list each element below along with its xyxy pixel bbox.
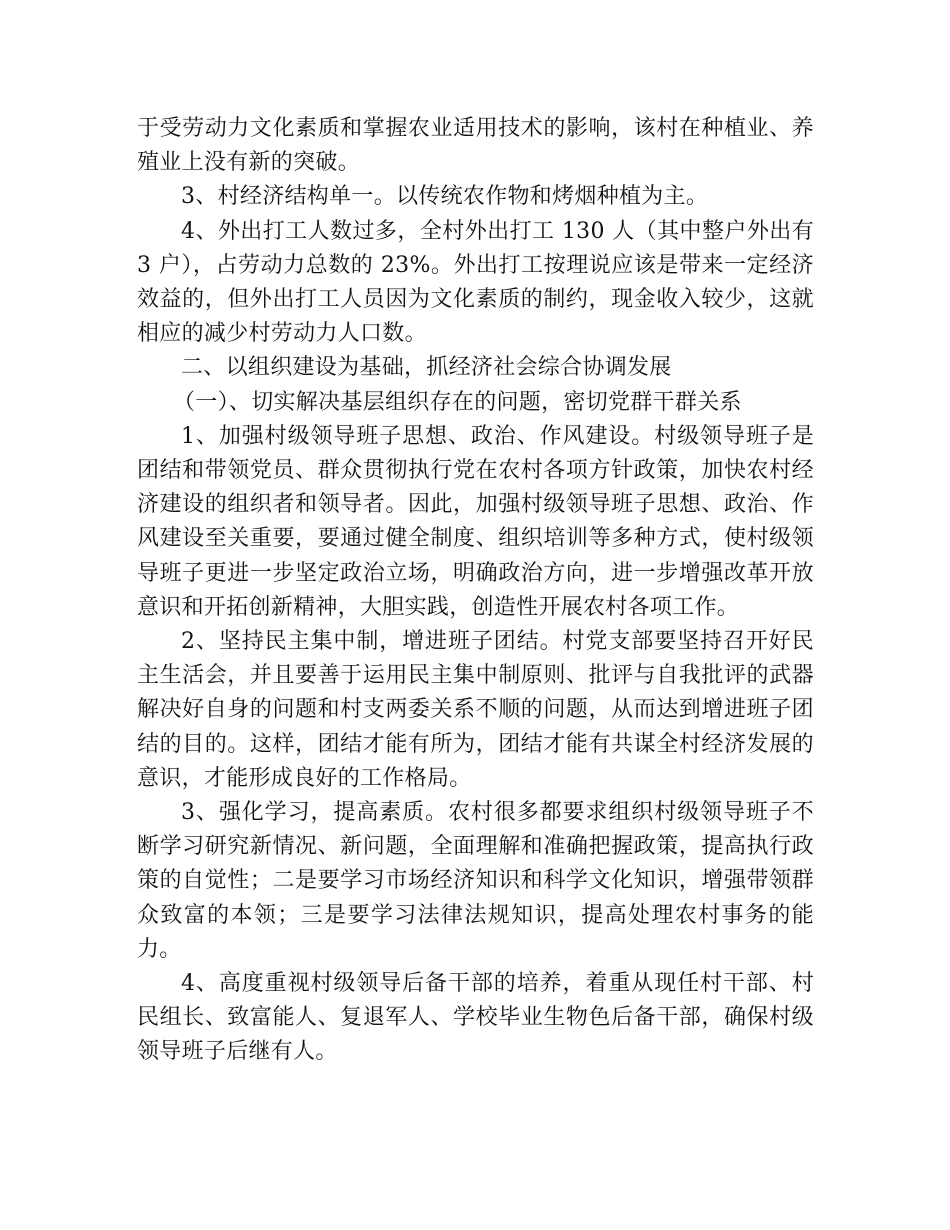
paragraph-migrant-workers: 4、外出打工人数过多，全村外出打工 130 人（其中整户外出有 3 户），占劳动力总数的 23%。外出打工按理说应该是带来一定经济效益的，但外出打工人员因为文化素质的制约，现金收入较少，这就相应的减少村劳动力人口数。 (137, 218, 814, 347)
paragraph-leadership-building: 1、加强村级领导班子思想、政治、作风建设。村级领导班子是团结和带领党员、群众贯彻执行党在农村各项方针政策，加快农村经济建设的组织者和领导者。因此，加强村级领导班子思想、政治、作风建设至关重要，要通过健全制度、组织培训等多种方式，使村级领导班子更进一步坚定政治立场，明确政治方向，进一步增强改革开放意识和开拓创新精神，大胆实践，创造性开展农村各项工作。 (137, 423, 814, 620)
paragraph-strengthen-learning: 3、强化学习，提高素质。农村很多都要求组织村级领导班子不断学习研究新情况、新问题，全面理解和准确把握政策，提高执行政策的自觉性；二是要学习市场经济知识和科学文化知识，增强带领群众致富的本领；三是要学习法律法规知识，提高处理农村事务的能力。 (137, 800, 814, 962)
paragraph-reserve-cadres: 4、高度重视村级领导后备干部的培养，着重从现任村干部、村民组长、致富能人、复退军人、学校毕业生物色后备干部，确保村级领导班子后继有人。 (137, 971, 814, 1065)
subsection-heading-grassroots: （一）、切实解决基层组织存在的问题，密切党群干群关系 (173, 389, 742, 415)
document-body (137, 112, 814, 1070)
paragraph-economic-structure: 3、村经济结构单一。以传统农作物和烤烟种植为主。 (181, 184, 709, 210)
section-heading-organization: 二、以组织建设为基础，抓经济社会综合协调发展 (181, 355, 672, 381)
paragraph-democratic-centralism: 2、坚持民主集中制，增进班子团结。村党支部要坚持召开好民主生活会，并且要善于运用民主集中制原则、批评与自我批评的武器解决好自身的问题和村支两委关系不顺的问题，从而达到增进班子团结的目的。这样，团结才能有所为，团结才能有共谋全村经济发展的意识，才能形成良好的工作格局。 (137, 629, 814, 791)
paragraph-continuation: 于受劳动力文化素质和掌握农业适用技术的影响，该村在种植业、养殖业上没有新的突破。 (137, 116, 814, 176)
